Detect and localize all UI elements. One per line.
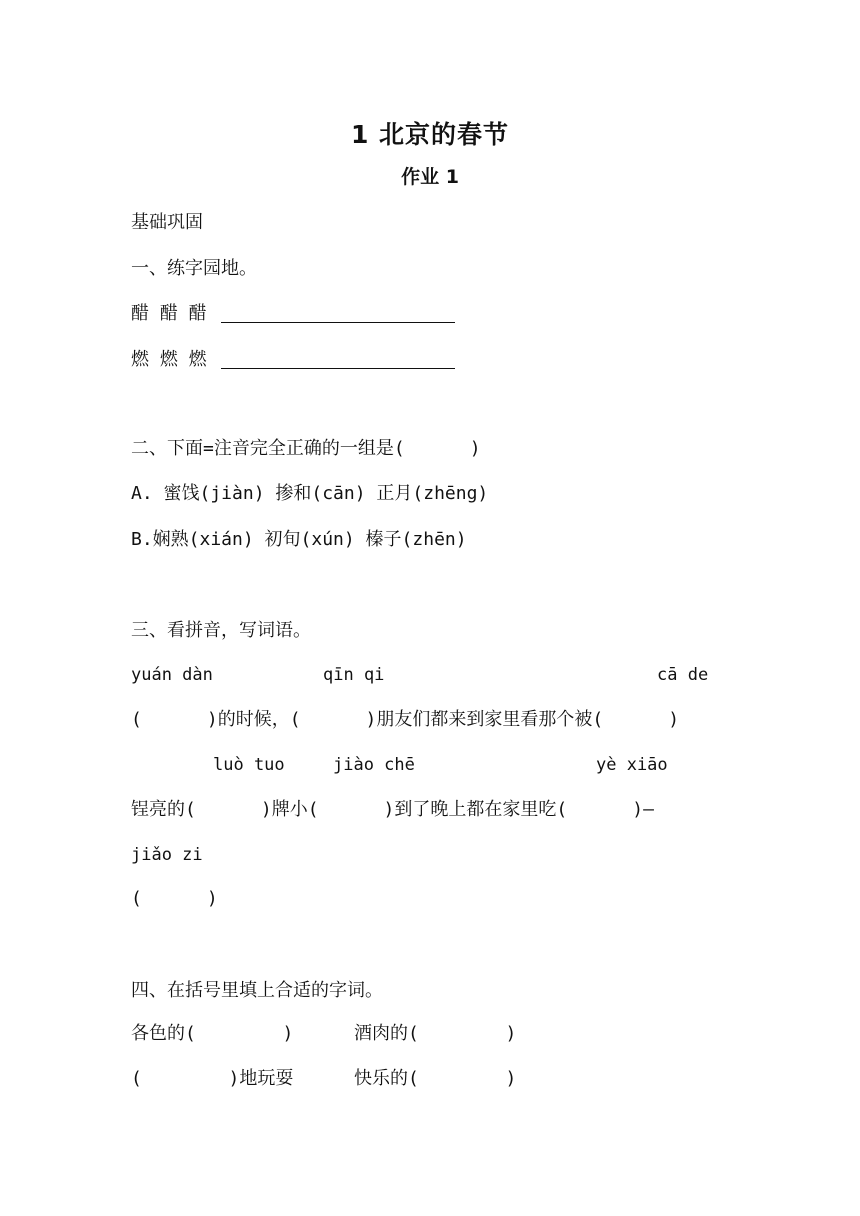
q1-heading: 一、练字园地。 (131, 258, 257, 279)
q3-heading: 三、看拼音，写词语。 (131, 620, 311, 641)
page-title: 1 北京的春节 (350, 120, 510, 149)
q3-pinyin-yuandan: yuán dàn (131, 665, 213, 685)
q3-pinyin-qinqi: qīn qi (323, 665, 385, 685)
q4-item-4: 快乐的( ) (354, 1068, 517, 1089)
q3-pinyin-jiaozi: jiǎo zi (131, 845, 203, 865)
q1-practice-row-2: 燃 燃 燃 (131, 349, 207, 370)
page-subtitle: 作业 1 (401, 166, 459, 188)
q3-sentence-line-1: ( )的时候，( )朋友们都来到家里看那个被( ) (131, 709, 680, 730)
section-basic-label: 基础巩固 (131, 212, 203, 233)
q2-heading: 二、下面=注音完全正确的一组是( ) (131, 438, 481, 459)
q3-pinyin-jiaoche: jiào chē (333, 755, 415, 775)
q4-heading: 四、在括号里填上合适的字词。 (131, 980, 383, 1001)
q3-pinyin-cade: cā de (657, 665, 709, 685)
q3-sentence-line-3: ( ) (131, 888, 218, 909)
q2-option-b: B.娴熟(xián) 初旬(xún) 榛子(zhēn) (131, 529, 467, 550)
q1-writing-line-2[interactable] (221, 368, 455, 369)
q3-sentence-line-2: 锃亮的( )牌小( )到了晚上都在家里吃( )— (131, 799, 654, 820)
q2-option-a: A. 蜜饯(jiàn) 掺和(cān) 正月(zhēng) (131, 483, 489, 504)
q1-writing-line-1[interactable] (221, 322, 455, 323)
q4-item-3: ( )地玩耍 (131, 1068, 294, 1089)
q4-item-1: 各色的( ) (131, 1023, 294, 1044)
q4-item-2: 酒肉的( ) (354, 1023, 517, 1044)
q1-practice-row-1: 醋 醋 醋 (131, 303, 207, 324)
q3-pinyin-luotuo: luò tuo (213, 755, 285, 775)
q3-pinyin-yexiao: yè xiāo (596, 755, 668, 775)
